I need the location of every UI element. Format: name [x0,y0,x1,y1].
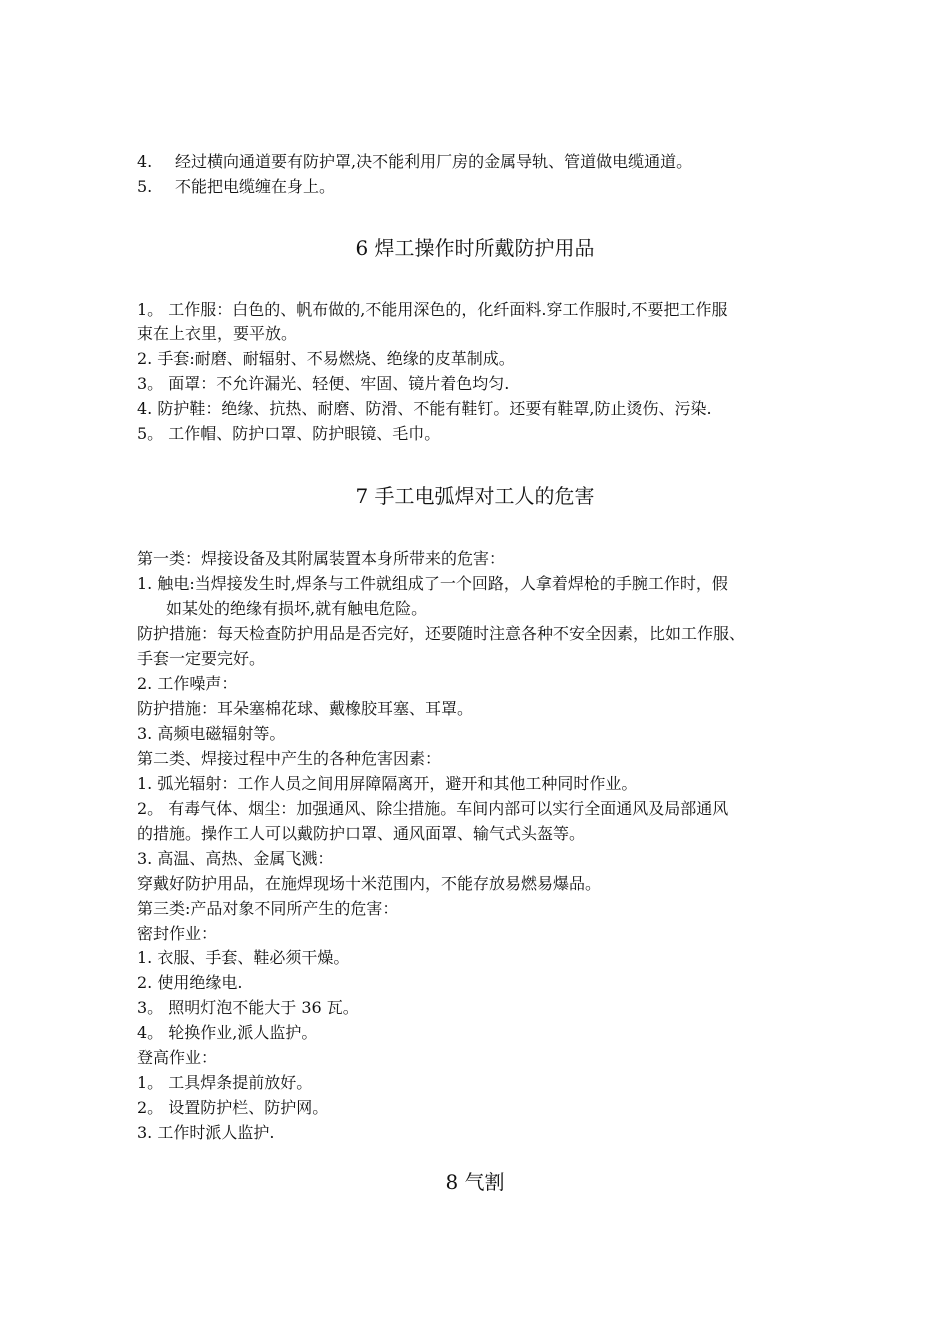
paragraph-line: 3。 面罩：不允许漏光、轻便、牢固、镜片着色均匀. [137,374,510,393]
list-item [137,150,692,174]
paragraph-line: 登高作业： [137,1048,218,1067]
paragraph-line: 手套一定要完好。 [137,649,266,668]
paragraph-line: 2. 工作噪声： [137,674,238,693]
paragraph-line: 第一类：焊接设备及其附属装置本身所带来的危害： [137,549,506,568]
section-7-heading: 7 手工电弧焊对工人的危害 [355,484,595,508]
paragraph-line: 1. 衣服、手套、鞋必须干燥。 [137,948,350,967]
paragraph-line: 2。 有毒气体、烟尘：加强通风、除尘措施。车间内部可以实行全面通风及局部通风 [137,799,729,818]
paragraph-line: 4。 轮换作业,派人监护。 [137,1023,318,1042]
section-6-heading: 6 焊工操作时所戴防护用品 [355,236,595,260]
paragraph-line: 1. 触电:当焊接发生时,焊条与工件就组成了一个回路，人拿着焊枪的手腕工作时，假 [137,574,728,593]
list-number: 4. [137,152,153,171]
list-text: 经过横向通道要有防护罩,决不能利用厂房的金属导轨、管道做电缆通道。 [175,152,693,171]
paragraph-line: 穿戴好防护用品，在施焊现场十米范围内，不能存放易燃易爆品。 [137,874,602,893]
paragraph-line: 第三类:产品对象不同所产生的危害： [137,899,399,918]
section-8-heading: 8 气割 [445,1170,505,1194]
paragraph-line: 3。 照明灯泡不能大于 36 瓦。 [137,998,359,1017]
paragraph-line: 4. 防护鞋：绝缘、抗热、耐磨、防滑、不能有鞋钉。还要有鞋罩,防止烫伤、污染. [137,399,712,418]
paragraph-line: 2。 设置防护栏、防护网。 [137,1098,329,1117]
paragraph-line: 如某处的绝缘有损坏,就有触电危险。 [166,599,428,618]
paragraph-line: 第二类、焊接过程中产生的各种危害因素： [137,749,442,768]
paragraph-line: 3. 高温、高热、金属飞溅： [137,849,334,868]
list-number: 5. [137,177,153,196]
paragraph-line: 2. 使用绝缘电. [137,973,243,992]
paragraph-line: 1. 弧光辐射：工作人员之间用屏障隔离开，避开和其他工种同时作业。 [137,774,638,793]
paragraph-line: 5。 工作帽、防护口罩、防护眼镜、毛巾。 [137,424,441,443]
paragraph-line: 3. 高频电磁辐射等。 [137,724,286,743]
paragraph-line: 密封作业： [137,924,218,943]
paragraph-line: 束在上衣里，要平放。 [137,324,298,343]
paragraph-line: 的措施。操作工人可以戴防护口罩、通风面罩、输气式头盔等。 [137,824,586,843]
list-text: 不能把电缆缠在身上。 [175,177,336,196]
paragraph-line: 防护措施：每天检查防护用品是否完好，还要随时注意各种不安全因素，比如工作服、 [137,624,746,643]
list-item [137,175,335,199]
paragraph-line: 1。 工作服：白色的、帆布做的,不能用深色的，化纤面料.穿工作服时,不要把工作服 [137,300,728,319]
paragraph-line: 防护措施：耳朵塞棉花球、戴橡胶耳塞、耳罩。 [137,699,474,718]
paragraph-line: 1。 工具焊条提前放好。 [137,1073,313,1092]
paragraph-line: 3. 工作时派人监护. [137,1123,275,1142]
paragraph-line: 2. 手套:耐磨、耐辐射、不易燃烧、绝缘的皮革制成。 [137,349,515,368]
